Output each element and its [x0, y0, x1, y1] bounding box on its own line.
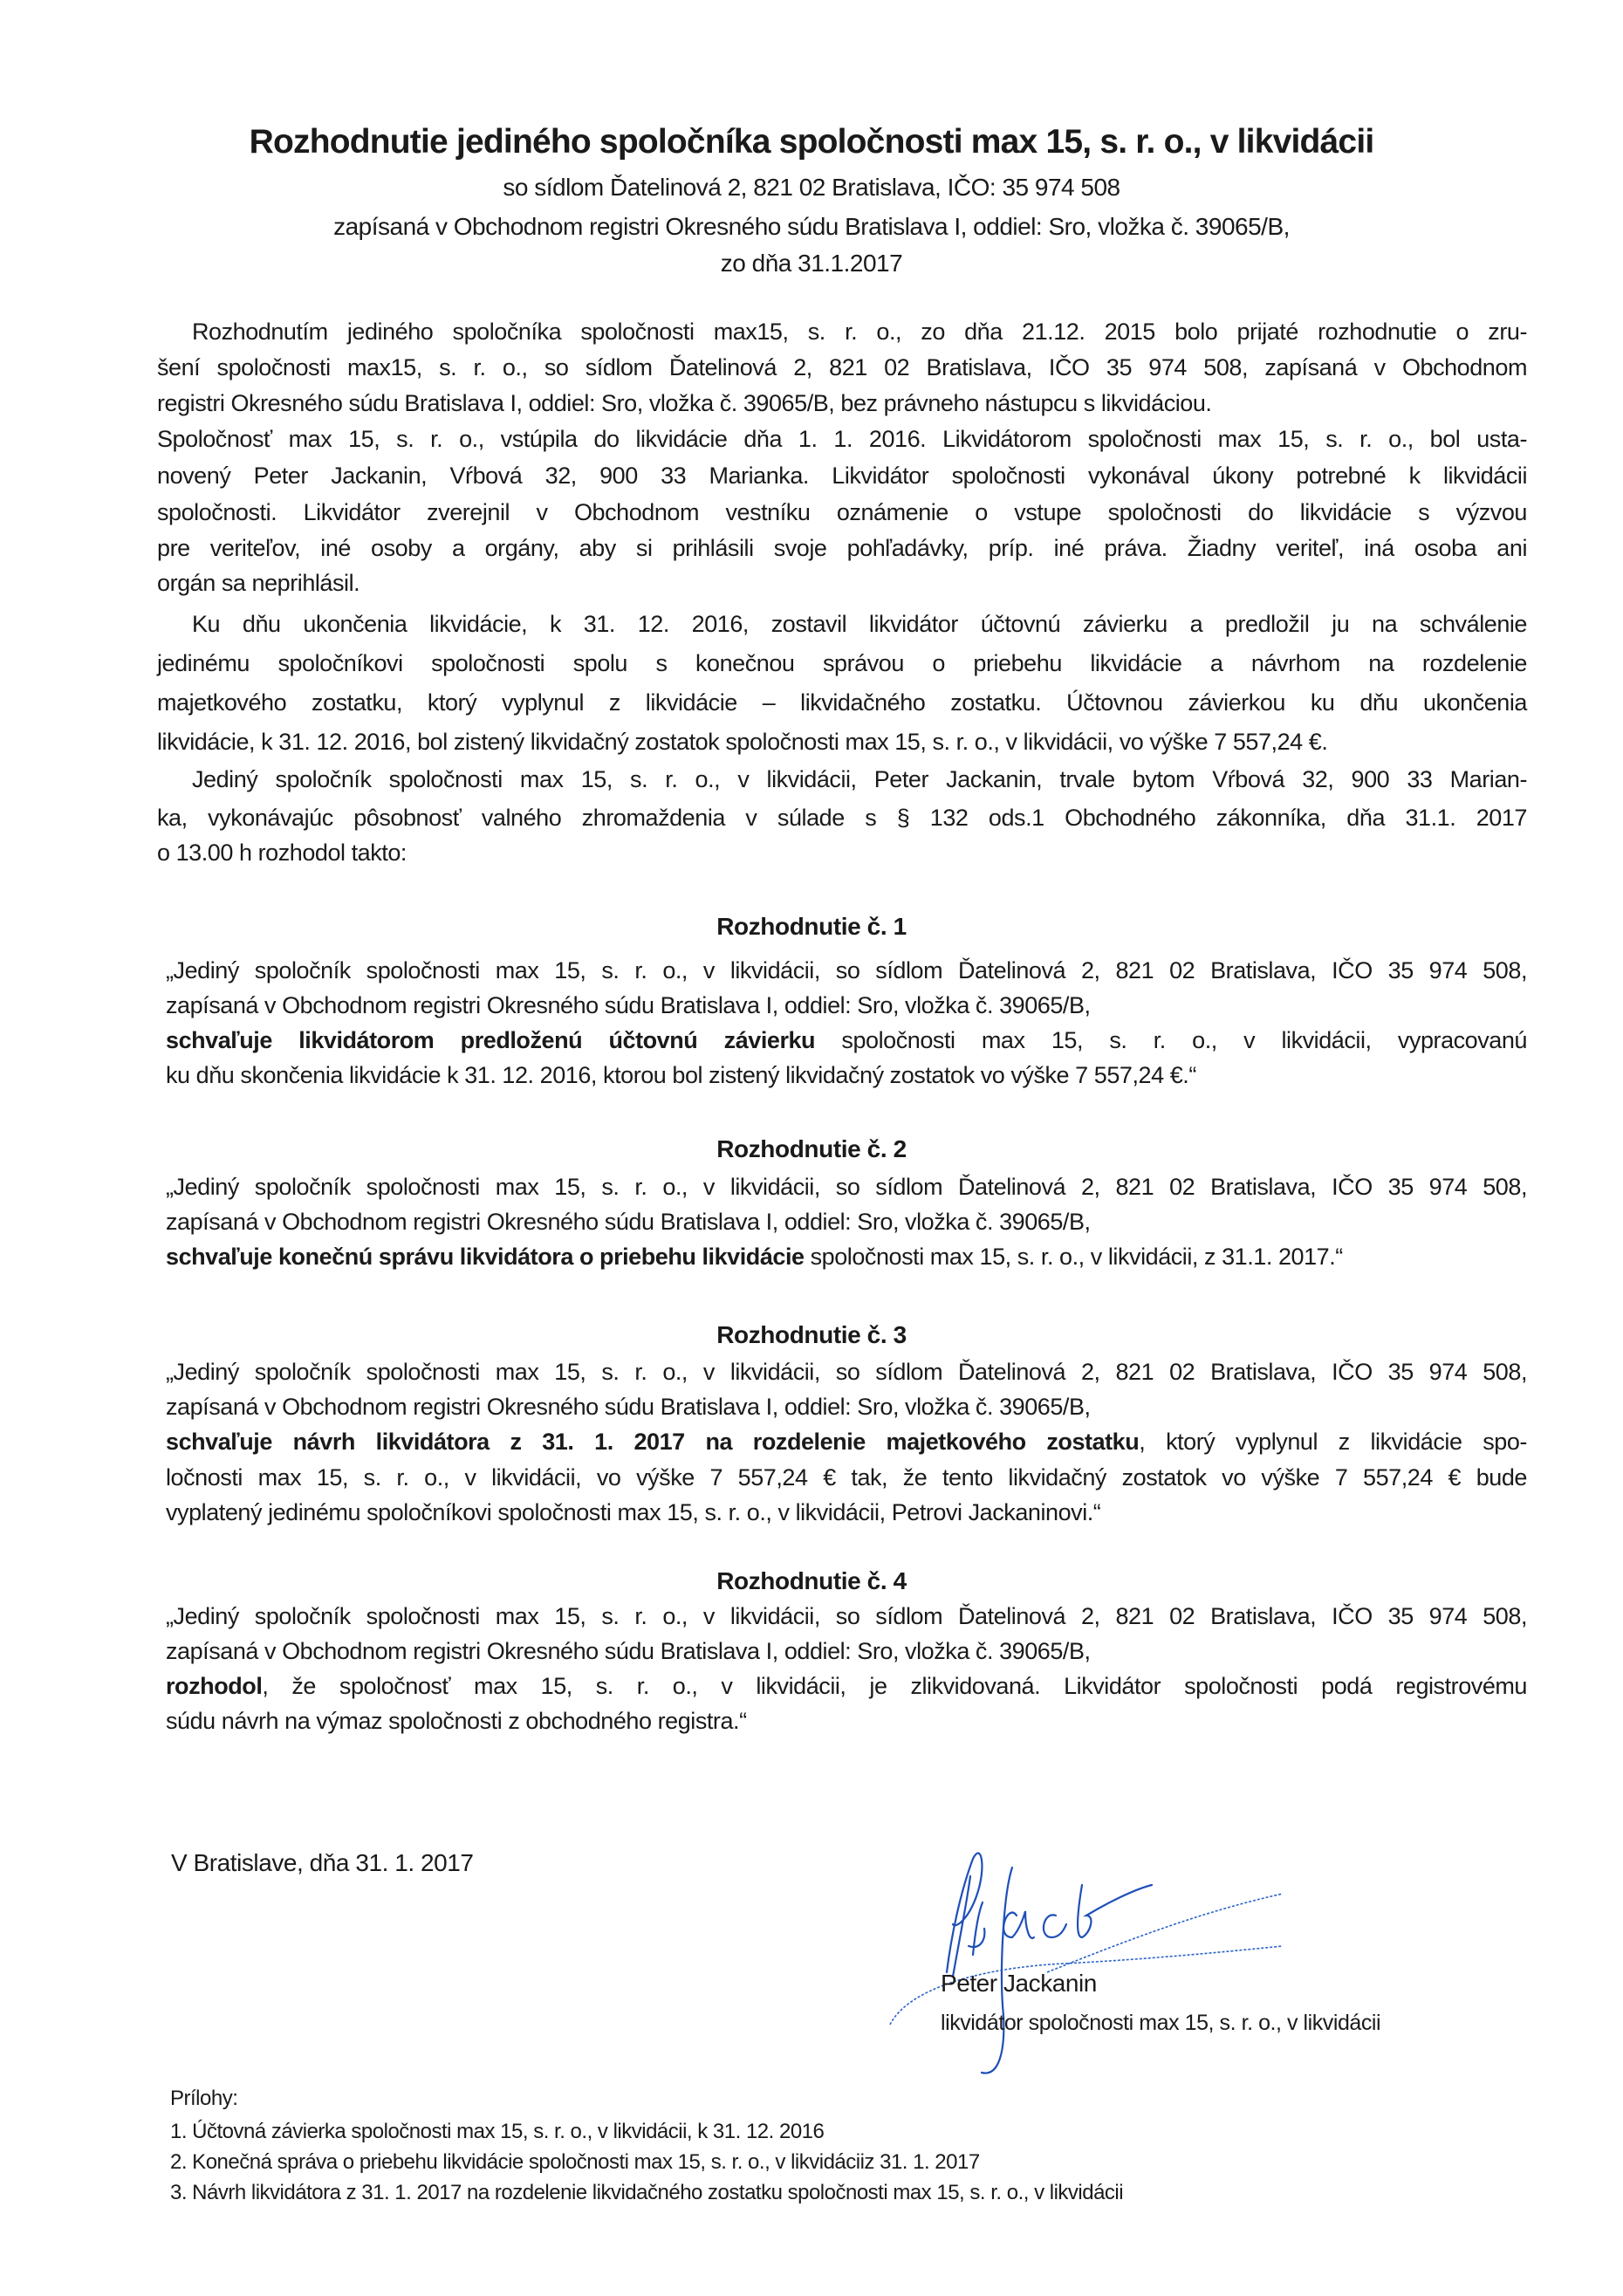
paragraph-line: [157, 834, 1527, 871]
text: Ku dňu ukončenia likvidácie, k 31. 12. 2016, zostavil likvidátor účtovnú závierku a predložil ju na schválenie: [192, 611, 1527, 637]
text: ku dňu skončenia likvidácie k 31. 12. 2016, ktorou bol zistený likvidačný zostatok vo výške 7 557,24 €.“: [166, 1062, 1196, 1088]
decision-heading: Rozhodnutie č. 1: [716, 913, 907, 940]
text: Spoločnosť max 15, s. r. o., vstúpila do likvidácie dňa 1. 1. 2016. Likvidátorom spoločnosti max 15, s. r. o., bol usta-: [157, 426, 1527, 452]
attachments-label: Prílohy:: [170, 2087, 238, 2110]
text: orgán sa neprihlásil.: [157, 570, 360, 596]
decision-intro-line: [166, 1388, 1527, 1425]
document-title: Rozhodnutie jediného spoločníka spoločnosti max 15, s. r. o., v likvidácii: [249, 123, 1374, 161]
text: , že spoločnosť max 15, s. r. o., v likvidácii, je zlikvidovaná. Likvidátor spoločnosti podá registrovému: [262, 1673, 1527, 1699]
bold-text: schvaľuje návrh likvidátora z 31. 1. 2017 na rozdelenie majetkového zostatku: [166, 1429, 1140, 1455]
signatory-role: likvidátor spoločnosti max 15, s. r. o., v likvidácii: [941, 2011, 1381, 2035]
decision-intro-line: [166, 1203, 1527, 1240]
paragraph-line: [157, 684, 1527, 721]
text: ka, vykonávajúc pôsobnosť valného zhromaždenia v súlade s § 132 ods.1 Obchodného zákonníka, dňa 31.1. 2017: [157, 805, 1527, 831]
decision-intro-line: [166, 952, 1527, 989]
paragraph-line: [157, 494, 1527, 531]
text: vyplatený jedinému spoločníkovi spoločnosti max 15, s. r. o., v likvidácii, Petrovi Jackaninovi.“: [166, 1499, 1101, 1525]
place-date: V Bratislave, dňa 31. 1. 2017: [171, 1849, 474, 1876]
attachment-item: 2. Konečná správa o priebehu likvidácie spoločnosti max 15, s. r. o., v likvidáciiz 31. 1. 2017: [170, 2150, 980, 2174]
bold-text: schvaľuje konečnú správu likvidátora o priebehu likvidácie: [166, 1244, 805, 1270]
text: zapísaná v Obchodnom registri Okresného súdu Bratislava I, oddiel: Sro, vložka č. 39065/B,: [166, 1638, 1091, 1664]
decision-line: [166, 1494, 1527, 1531]
decision-intro-line: [166, 1169, 1527, 1205]
text: o 13.00 h rozhodol takto:: [157, 840, 407, 866]
paragraph-line: [157, 385, 1527, 422]
paragraph-line: [157, 723, 1527, 760]
text: majetkového zostatku, ktorý vyplynul z likvidácie – likvidačného zostatku. Účtovnou závierkou ku dňu ukončenia: [157, 689, 1527, 716]
paragraph-line: [192, 761, 1527, 798]
decision-heading: Rozhodnutie č. 4: [716, 1567, 907, 1594]
paragraph-line: [157, 457, 1527, 494]
text: „Jediný spoločník spoločnosti max 15, s. r. o., v likvidácii, so sídlom Ďatelinová 2, 821 02 Bratislava, IČO 35 974 508,: [166, 1603, 1527, 1629]
text: jedinému spoločníkovi spoločnosti spolu s konečnou správou o priebehu likvidácie a návrhom na rozdelenie: [157, 650, 1527, 676]
text: spoločnosti. Likvidátor zverejnil v Obchodnom vestníku oznámenie o vstupe spoločnosti do likvidácie s výzvou: [157, 499, 1527, 525]
text: „Jediný spoločník spoločnosti max 15, s. r. o., v likvidácii, so sídlom Ďatelinová 2, 821 02 Bratislava, IČO 35 974 508,: [166, 1174, 1527, 1200]
text: Jediný spoločník spoločnosti max 15, s. r. o., v likvidácii, Peter Jackanin, trvale bytom Vŕbová 32, 900 33 Marian-: [192, 766, 1527, 792]
text: šení spoločnosti max15, s. r. o., so sídlom Ďatelinová 2, 821 02 Bratislava, IČO 35 974 508, zapísaná v Obchodnom: [157, 354, 1527, 380]
decision-heading: Rozhodnutie č. 3: [716, 1321, 907, 1348]
company-registry: zapísaná v Obchodnom registri Okresného súdu Bratislava I, oddiel: Sro, vložka č. 39065/B,: [333, 213, 1290, 240]
paragraph-line: [192, 313, 1527, 350]
text: , ktorý vyplynul z likvidácie spo-: [1139, 1429, 1527, 1455]
company-address: so sídlom Ďatelinová 2, 821 02 Bratislava, IČO: 35 974 508: [503, 174, 1120, 201]
signatory-name: Peter Jackanin: [941, 1970, 1097, 1997]
paragraph-line: [157, 349, 1527, 386]
text: likvidácie, k 31. 12. 2016, bol zistený likvidačný zostatok spoločnosti max 15, s. r. o., v likvidácii, vo výške 7 557,24 €.: [157, 729, 1328, 755]
signature: [873, 1841, 1414, 2086]
text: spoločnosti max 15, s. r. o., v likvidácii, vypracovanú: [815, 1027, 1527, 1053]
text: zapísaná v Obchodnom registri Okresného súdu Bratislava I, oddiel: Sro, vložka č. 39065/B,: [166, 1209, 1091, 1235]
text: pre veriteľov, iné osoby a orgány, aby si prihlásili svoje pohľadávky, príp. iné práva. Žiadny veriteľ, iná osoba ani: [157, 535, 1527, 561]
bold-text: schvaľuje likvidátorom predloženú účtovnú závierku: [166, 1027, 816, 1053]
decision-line: [166, 1057, 1527, 1093]
text: zapísaná v Obchodnom registri Okresného súdu Bratislava I, oddiel: Sro, vložka č. 39065/B,: [166, 1394, 1091, 1420]
text: novený Peter Jackanin, Vŕbová 32, 900 33 Marianka. Likvidátor spoločnosti vykonával úkony potrebné k likvidácii: [157, 463, 1527, 489]
text: spoločnosti max 15, s. r. o., v likvidácii, z 31.1. 2017.“: [804, 1244, 1343, 1270]
decision-intro-line: [166, 1598, 1527, 1635]
document-date: zo dňa 31.1.2017: [720, 250, 903, 277]
decision-heading: Rozhodnutie č. 2: [716, 1135, 907, 1162]
paragraph-line: [157, 421, 1527, 457]
decision-line: [166, 1459, 1527, 1496]
text: registri Okresného súdu Bratislava I, oddiel: Sro, vložka č. 39065/B, bez právneho nástupcu s likvidáciou.: [157, 390, 1212, 416]
text: súdu návrh na výmaz spoločnosti z obchodného registra.“: [166, 1708, 747, 1734]
text: „Jediný spoločník spoločnosti max 15, s. r. o., v likvidácii, so sídlom Ďatelinová 2, 821 02 Bratislava, IČO 35 974 508,: [166, 957, 1527, 984]
attachment-item: 3. Návrh likvidátora z 31. 1. 2017 na rozdelenie likvidačného zostatku spoločnosti max 15, s. r. o., v likvidácii: [170, 2181, 1124, 2204]
text: zapísaná v Obchodnom registri Okresného súdu Bratislava I, oddiel: Sro, vložka č. 39065/B,: [166, 992, 1091, 1018]
decision-intro-line: [166, 1633, 1527, 1669]
decision-line: [166, 1423, 1527, 1460]
decision-intro-line: [166, 1354, 1527, 1390]
paragraph-line: [157, 530, 1527, 566]
text: „Jediný spoločník spoločnosti max 15, s. r. o., v likvidácii, so sídlom Ďatelinová 2, 821 02 Bratislava, IČO 35 974 508,: [166, 1359, 1527, 1385]
paragraph-line: [157, 565, 1527, 601]
text: ločnosti max 15, s. r. o., v likvidácii, vo výške 7 557,24 € tak, že tento likvidačný zostatok vo výške 7 557,24 € bude: [166, 1464, 1527, 1491]
paragraph-line: [157, 645, 1527, 682]
attachment-item: 1. Účtovná závierka spoločnosti max 15, s. r. o., v likvidácii, k 31. 12. 2016: [170, 2120, 825, 2143]
decision-line: [166, 1022, 1527, 1059]
paragraph-line: [192, 606, 1527, 642]
decision-line: [166, 1238, 1527, 1275]
text: Rozhodnutím jediného spoločníka spoločnosti max15, s. r. o., zo dňa 21.12. 2015 bolo prijaté rozhodnutie o zru-: [192, 319, 1527, 345]
bold-text: rozhodol: [166, 1673, 263, 1699]
paragraph-line: [157, 799, 1527, 836]
decision-line: [166, 1703, 1527, 1739]
decision-line: [166, 1668, 1527, 1704]
decision-intro-line: [166, 987, 1527, 1024]
